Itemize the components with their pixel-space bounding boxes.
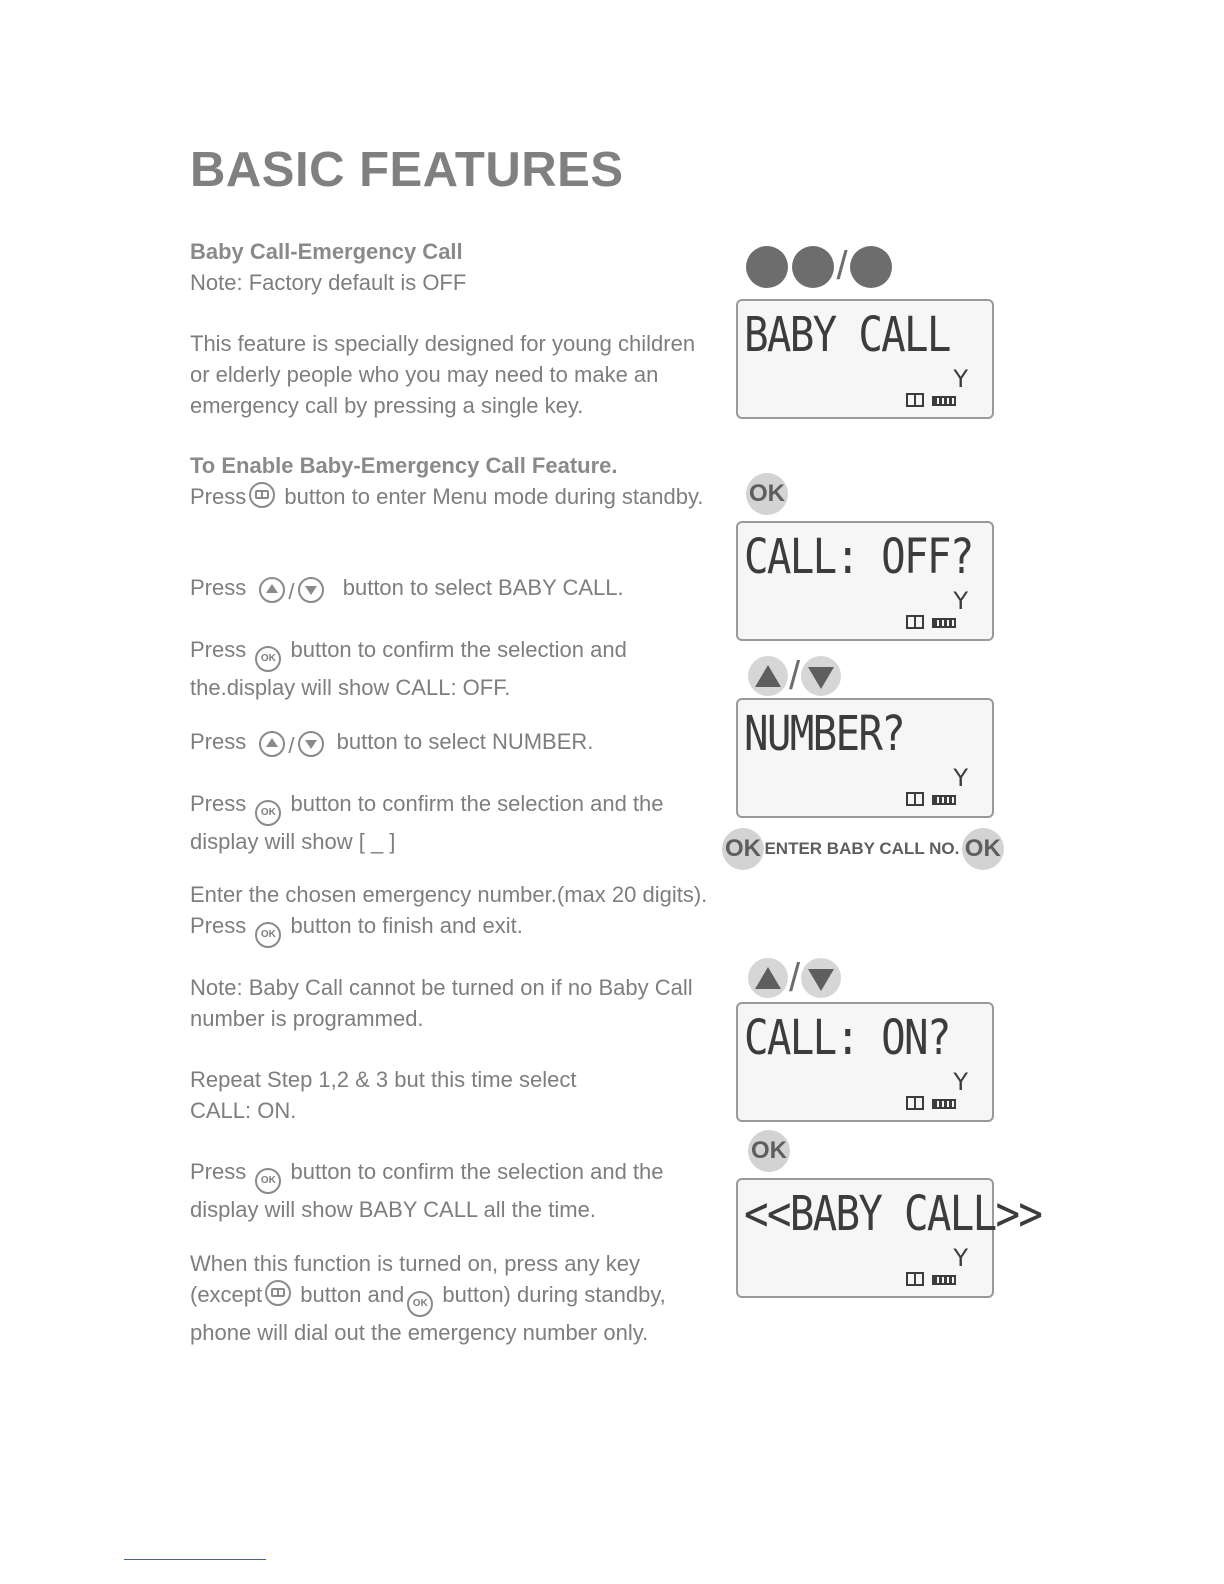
lcd-screen-number: [736, 698, 994, 818]
step-4: [190, 726, 710, 761]
ok-button-icon: OK: [407, 1291, 433, 1317]
step-3-text: button to confirm the selection and the.display will show CALL: OFF.: [190, 637, 627, 700]
menu-nav-icons: [746, 244, 892, 289]
antenna-icon: Y: [953, 587, 968, 615]
default-note: Note: Factory default is OFF: [190, 270, 467, 295]
intro-text: This feature is specially designed for young children or elderly people who you may need to make an emergency call by pressing a single key.: [190, 331, 696, 418]
final-text-a: When this function is turned on, press any key (except: [190, 1251, 641, 1307]
antenna-icon: Y: [953, 1244, 968, 1272]
page-title: BASIC FEATURES: [190, 143, 624, 197]
battery-icon: [932, 1275, 956, 1285]
menu-button-icon: [249, 482, 275, 508]
lcd-text: BABY CALL: [744, 307, 950, 363]
section-heading: Baby Call-Emergency Call: [190, 239, 463, 264]
number-note: Note: Baby Call cannot be turned on if no Baby Call number is programmed.: [190, 975, 693, 1031]
step-7-press: Press: [190, 1159, 247, 1184]
up-dot-icon: [792, 246, 834, 288]
lcd-screen-baby-call: [736, 299, 994, 419]
phonebook-icon: [906, 1272, 924, 1286]
down-arrow-icon: [298, 577, 324, 603]
down-key-icon: [801, 958, 841, 998]
up-down-icon: /: [256, 576, 326, 607]
step-2-press: Press: [190, 575, 247, 600]
menu-button-icon: [265, 1280, 291, 1306]
down-key-icon: [801, 656, 841, 696]
lcd-screen-call-on: [736, 1002, 994, 1122]
phonebook-icon: [906, 393, 924, 407]
final-text-c: button) during standby, phone will dial out the emergency number only.: [190, 1282, 666, 1345]
ok-button-icon: OK: [255, 646, 281, 672]
slash: /: [836, 244, 848, 288]
step-4-press: Press: [190, 729, 247, 754]
step-2-text: button to select BABY CALL.: [342, 575, 624, 600]
down-dot-icon: [850, 246, 892, 288]
up-down-icon: /: [256, 730, 326, 761]
ok-button-icon: OK: [255, 922, 281, 948]
battery-icon: [932, 618, 956, 628]
enter-baby-call-label: ENTER BABY CALL NO.: [764, 839, 960, 858]
lcd-text: NUMBER?: [744, 706, 905, 762]
ok-key-icon: OK: [748, 1130, 790, 1172]
step-6-text-b: button to finish and exit.: [290, 913, 523, 938]
antenna-icon: Y: [953, 1068, 968, 1096]
ok-button-icon: OK: [255, 1168, 281, 1194]
battery-icon: [932, 795, 956, 805]
step-4-text: button to select NUMBER.: [336, 729, 594, 754]
step-5-press: Press: [190, 791, 247, 816]
ok-key-icon: OK: [962, 828, 1004, 870]
slash: /: [789, 653, 801, 698]
step-2: [190, 572, 710, 607]
up-key-icon: [748, 958, 788, 998]
antenna-icon: Y: [953, 365, 968, 393]
final-text: [190, 1248, 710, 1348]
step-1: [190, 481, 710, 512]
phonebook-icon: [906, 1096, 924, 1110]
down-arrow-icon: [298, 731, 324, 757]
lcd-text: <<BABY CALL>>: [744, 1186, 1042, 1242]
ok-key-icon: OK: [746, 473, 788, 515]
lcd-text: CALL: OFF?: [744, 529, 973, 585]
enable-heading: To Enable Baby-Emergency Call Feature.: [190, 453, 618, 478]
repeat-text: Repeat Step 1,2 & 3 but this time select CALL: ON.: [190, 1067, 577, 1123]
up-down-key-icons: [748, 954, 841, 1001]
phonebook-icon: [906, 615, 924, 629]
lcd-screen-baby-call-active: [736, 1178, 1042, 1298]
step-3-press: Press: [190, 637, 247, 662]
up-arrow-icon: [259, 731, 285, 757]
step-3: [190, 634, 710, 703]
step-1-text: button to enter Menu mode during standby.: [284, 484, 704, 509]
step-1-press: Press: [190, 484, 247, 509]
step-7-text: button to confirm the selection and the display will show BABY CALL all the time.: [190, 1159, 664, 1222]
step-7: [190, 1156, 710, 1225]
phonebook-icon: [906, 792, 924, 806]
step-6: [190, 879, 710, 948]
antenna-icon: Y: [953, 764, 968, 792]
lcd-screen-call-off: [736, 521, 994, 641]
final-text-b: button and: [300, 1282, 405, 1307]
lcd-text: CALL: ON?: [744, 1010, 950, 1066]
up-arrow-icon: [259, 577, 285, 603]
ok-key-icon: OK: [722, 828, 764, 870]
slash: /: [789, 955, 801, 1000]
step-6-text-a: Enter the chosen emergency number.(max 20 digits). Press: [190, 882, 708, 938]
step-5: [190, 788, 710, 857]
battery-icon: [932, 396, 956, 406]
menu-dot-icon: [746, 246, 788, 288]
up-key-icon: [748, 656, 788, 696]
ok-button-icon: OK: [255, 800, 281, 826]
footer-rule: [124, 1559, 266, 1560]
battery-icon: [932, 1099, 956, 1109]
enter-number-row: [722, 828, 1022, 872]
step-5-text: button to confirm the selection and the display will show [ _ ]: [190, 791, 664, 854]
up-down-key-icons: [748, 652, 841, 699]
